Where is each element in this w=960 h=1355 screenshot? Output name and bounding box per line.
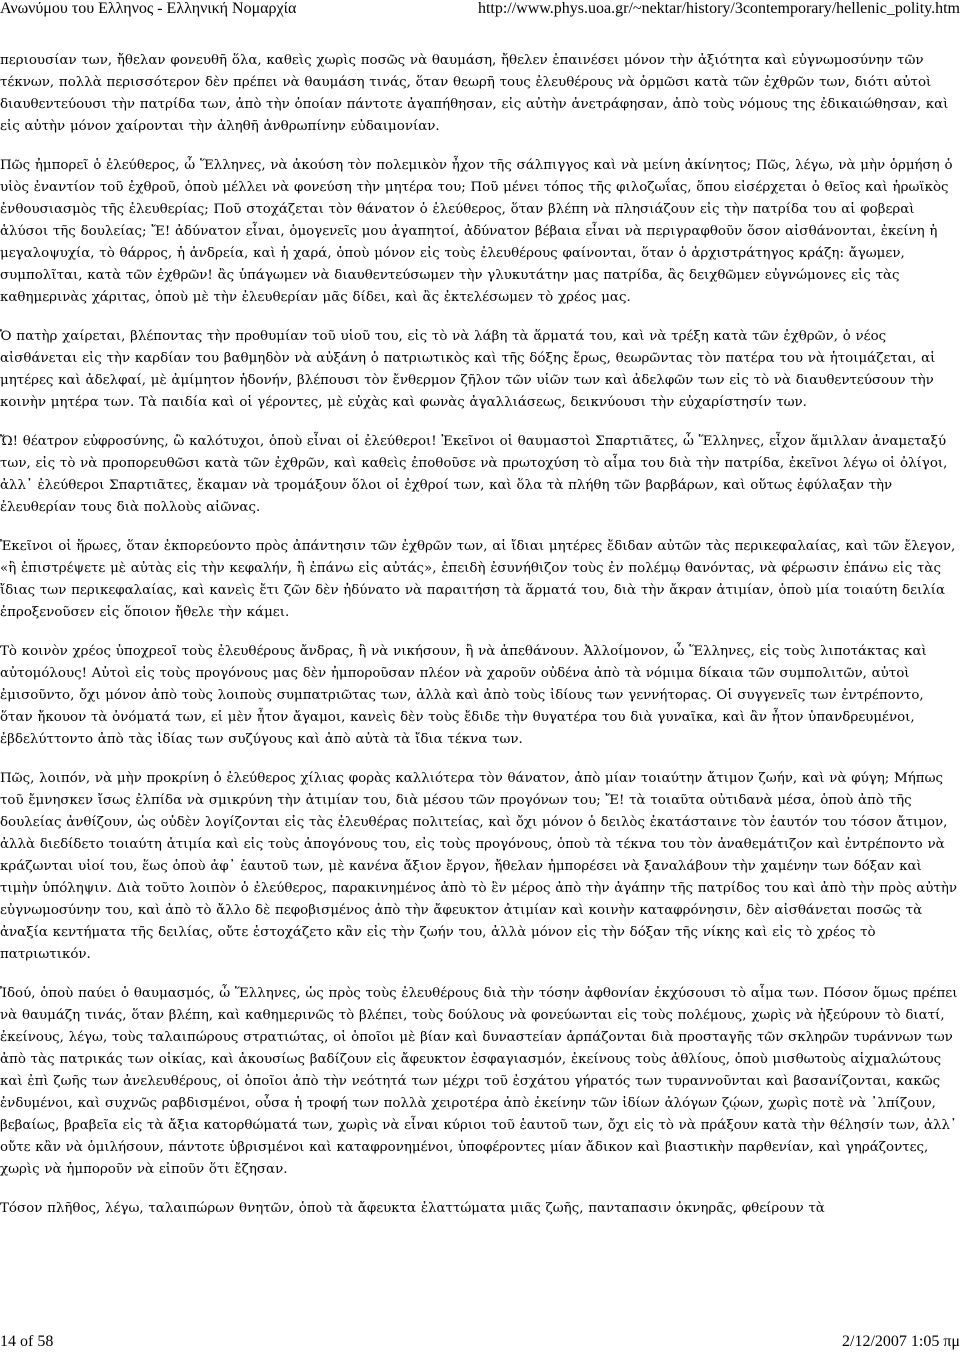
document-url: http://www.phys.uoa.gr/~nektar/history/3contemporary/hellenic_polity.htm xyxy=(477,0,960,17)
print-datetime: 2/12/2007 1:05 πμ xyxy=(842,1333,960,1350)
paragraph: Τόσον πλῆθος, λέγω, ταλαιπώρων θνητῶν, ὁποὺ τὰ ἄφευκτα ἐλαττώματα μιᾶς ζωῆς, πανταπασιν ὀκνηρᾶς, φθείρουν τὰ xyxy=(0,1201,825,1216)
paragraph: Ὁ πατὴρ χαίρεται, βλέποντας τὴν προθυμίαν τοῦ υἱοῦ του, εἰς τὸ νὰ λάβη τὰ ἅρματά του, καὶ νὰ τρέξη κατὰ τῶν ἐχθρῶν, ὁ νέος αἰσθάνεται εἰς τὴν καρδίαν του βαθμηδὸν νὰ αὐξάνη ὁ πατριωτικὸς καὶ τῆς δόξης ἔρως, θεωρῶντας τὸν πατέρα του νὰ ἡτοιμάζεται, αἱ μητέρες καὶ ἀδελφαί, μὲ ἀμίμητον ἡδονήν, βλέπουσι τὸν ἔνθερμον ζῆλον τῶν υἱῶν των καὶ ἀδελφῶν των εἰς τὸ νὰ διαυθεντεύσουν τὴν κοινὴν μητέρα των. Τὰ παιδία καὶ οἱ γέροντες, μὲ εὐχὰς καὶ φωνὰς ἀγαλλιάσεως, δεικνύουσι τὴν εὐχαρίστησίν των. xyxy=(0,329,936,410)
paragraph: περιουσίαν των, ἤθελαν φονευθῆ ὅλα, καθεὶς χωρὶς ποσῶς νὰ θαυμάση, ἤθελεν ἐπαινέσει μόνον τὴν ἀξιότητα καὶ εὐγνωμοσύνην τῶν τέκνων, πολλὰ περισσότερον δὲν πρέπει νὰ θαυμάση τινάς, ὅταν θεωρῆ τους ἐλευθέρους νὰ ὁρμῶσι κατὰ τῶν ἐχθρῶν των, διότι αὐτοὶ διαυθεντεύουσι τὴν πατρίδα των, ἀπὸ τὴν ὁποίαν πάντοτε ἀγαπήθησαν, εἰς αὐτὴν ἀνετράφησαν, ἀπὸ τοὺς νόμους της ἐδικαιώθησαν, καὶ εἰς αὐτὴν μόνον χαίρονται τὴν ἀληθῆ ἀνθρωπίνην εὐδαιμονίαν. xyxy=(0,53,949,134)
print-footer xyxy=(0,1333,960,1355)
document-body xyxy=(0,50,960,1237)
paragraph: Ἰδού, ὁποὺ παύει ὁ θαυμασμός, ὦ Ἕλληνες, ὡς πρὸς τοὺς ἐλευθέρους διὰ τὴν τόσην ἀφθονίαν ἐκχύσουσι τὸ αἷμα των. Πόσον ὅμως πρέπει νὰ θαυμάζη τινάς, ὅταν βλέπη, καὶ καθημερινῶς τὸ βλέπει, τοὺς δούλους νὰ φονεύωνται εἰς τοὺς πολέμους, χωρὶς νὰ ἠξεύρουν τὸ διατί, ἐκείνους, λέγω, τοὺς ταλαιπώρους στρατιώτας, οἱ ὁποῖοι μὲ βίαν καὶ δυναστείαν ἁρπάζονται διὰ προσταγῆς τῶν σκληρῶν τυράννων των ἀπὸ τὰς πατρικάς των οἰκίας, καὶ ἀκουσίως βαδίζουν εἰς ἄφευκτον ἐσφαγιασμόν, ἐκείνους τοὺς ἀθλίους, ὁποὺ μισθωτοὺς αἰχμαλώτους καὶ ἐπὶ ζωῆς των ἀνελευθέρους, οἱ ὁποῖοι ἀπὸ τὴν νεότητά των μέχρι τοῦ ἐσχάτου γήρατός των τυραννοῦνται καὶ βασανίζονται, κακῶς ἐνδυμένοι, καὶ συχνῶς ραβδισμένοι, οὖσα ἡ τροφή των πολλὰ χειροτέρα ἀπὸ ἐκείνην τῶν ἰδίων ἀλόγων ζῴων, χωρὶς ποτὲ νὰ ᾽λπίζουν, βεβαίως, βραβεῖα εἰς τὰ ἄξια κατορθώματά των, χωρὶς νὰ εἶναι κύριοι τοῦ ἑαυτοῦ των, ὄχι εἰς τὸ νὰ πράξουν κατὰ τὴν θέλησίν των, ἀλλ᾽ οὔτε κἂν νὰ ὁμιλήσουν, πάντοτε ὑβρισμένοι καὶ καταφρονημένοι, ὑποφέροντες μίαν ἄδικον καὶ βιαστικὴν παρθενίαν, καὶ γηράζοντες, χωρὶς νὰ ἠμποροῦν νὰ εἰποῦν ὅτι ἔζησαν. xyxy=(0,986,958,1177)
paragraph: Τὸ κοινὸν χρέος ὑποχρεοῖ τοὺς ἐλευθέρους ἄνδρας, ἢ νὰ νικήσουν, ἢ νὰ ἀπεθάνουν. Ἀλλοίμονον, ὦ Ἕλληνες, εἰς τοὺς λιποτάκτας καὶ αὐτομόλους! Αὐτοὶ εἰς τοὺς προγόνους μας δὲν ἠμποροῦσαν πλέον νὰ χαροῦν οὐδένα ἀπὸ τὰ νόμιμα δίκαια τῶν συμπολιτῶν, αὐτοὶ ἐμισοῦντο, ὄχι μόνον ἀπὸ τοὺς λοιποὺς συμπατριῶτας των, ἀλλὰ καὶ ἀπὸ τοὺς ἰδίους των γεννήτορας. Οἱ συγγενεῖς των ἐντρέποντο, ὅταν ἤκουον τὰ ὀνόματά των, εἰ μὲν ἦτον ἄγαμοι, κανεὶς δὲν τοὺς ἔδιδε τὴν θυγατέρα του διὰ γυναῖκα, καὶ ἂν ἦτον ὑπανδρευμένοι, ἐβδελύττοντο ἀπὸ τὰς ἰδίας των συζύγους καὶ ἀπὸ αὐτὰ τὰ ἴδια τέκνα των. xyxy=(0,644,927,747)
page-counter: 14 of 58 xyxy=(0,1333,54,1350)
paragraph: Ὤ! θέατρον εὐφροσύνης, ὢ καλότυχοι, ὁποὺ εἶναι οἱ ἐλεύθεροι! Ἐκεῖνοι οἱ θαυμαστοὶ Σπαρτιᾶτες, ὦ Ἕλληνες, εἶχον ἅμιλλαν ἀναμεταξύ των, εἰς τὸ νὰ προπορευθῶσι κατὰ τῶν ἐχθρῶν, καὶ καθεὶς ἐποθοῦσε νὰ πρωτοχύση τὸ αἷμα του διὰ τὴν πατρίδα, ἐκεῖνοι λέγω οἱ ὀλίγοι, ἀλλ᾽ ἐλεύθεροι Σπαρτιᾶτες, ἔκαμαν νὰ τρομάξουν ὅλοι οἱ ἐχθροί των, καὶ ὅλα τὰ πλήθη τῶν βαρβάρων, καὶ οὕτως ἐφύλαξαν τὴν ἐλευθερίαν τους διὰ πολλοὺς αἰῶνας. xyxy=(0,434,948,515)
print-header xyxy=(0,0,960,22)
document-title: Ανωνύμου του Ελληνος - Ελληνική Νομαρχία xyxy=(0,0,297,17)
paragraph: Ἐκεῖνοι οἱ ἥρωες, ὅταν ἐκπορεύοντο πρὸς ἀπάντησιν τῶν ἐχθρῶν των, αἱ ἴδιαι μητέρες ἔδιδαν αὐτῶν τὰς περικεφαλαίας, καὶ τῶν ἔλεγον, «ἢ ἐπιστρέψετε μὲ αὐτὰς εἰς τὴν κεφαλήν, ἢ ἐπάνω εἰς αὐτάς», ἐπειδὴ ἐσυνήθιζον τοὺς ἐν πολέμῳ θανόντας, νὰ φέρωσιν ἐπάνω εἰς τὰς ἴδιας των περικεφαλαίας, καὶ κανεὶς ἔτι ζῶν δὲν ἠδύνατο νὰ παραιτήση τὰ ἅρματά του, διὰ τὴν ἄκραν ἀτιμίαν, ὁποὺ μία τοιαύτη δειλία ἐπροξενοῦσεν εἰς ὅποιον ἤθελε τὴν κάμει. xyxy=(0,539,956,620)
paragraph: Πῶς, λοιπόν, νὰ μὴν προκρίνη ὁ ἐλεύθερος χίλιας φορὰς καλλιότερα τὸν θάνατον, ἀπὸ μίαν τοιαύτην ἄτιμον ζωήν, καὶ νὰ φύγη; Μήπως τοῦ ἔμνησκεν ἴσως ἐλπίδα νὰ σμικρύνη τὴν ἀτιμίαν του, διὰ μέσου τῶν προγόνων του; Ἔ! τὰ τοιαῦτα οὐτιδανὰ μέσα, ὁποὺ ἀπὸ τῆς δουλείας ἀνθίζουν, ὡς οὐδὲν λογίζονται εἰς τὰς ἐλευθέρας πολιτείας, καὶ ὄχι μόνον ὁ δειλὸς ἐκατάσταινε τὸν ἑαυτόν του τόσον ἄτιμον, ἀλλὰ διεδίδετο τοιαύτη ἀτιμία καὶ εἰς τοὺς ἀπογόνους του, εἰς τοὺς προγόνους, ὁποὺ τὰ τέκνα του τὸν ἀναθεμάτιζον καὶ ἐντρέποντο νὰ κράζωνται υἱοί του, ἕως ὁποὺ ἀφ᾽ ἑαυτοῦ των, μὲ κανένα ἄξιον ἔργον, ἤθελαν ἠμπορέσει νὰ ξαναλάβουν τὴν χαμένην των δόξαν καὶ τιμὴν ὑπόληψιν. Διὰ τοῦτο λοιπὸν ὁ ἐλεύθερος, παρακινημένος ἀπὸ τὸ ἓν μέρος ἀπὸ τὴν ἀγάπην τῆς πατρίδος του καὶ ἀπὸ τὴν πρὸς αὐτὴν εὐγνωμοσύνην του, καὶ ἀπὸ τὸ ἄλλο δὲ πεφοβισμένος ἀπὸ τὴν ἄφευκτον ἀτιμίαν καὶ κοινὴν καταφρόνησιν, δὲν αἰσθάνεται ποσῶς τὰ ἀναξία κεντήματα τῆς δειλίας, οὔτε ἐστοχάζετο κἂν εἰς τὴν ζωήν του, ἀλλὰ μόνον εἰς τὴν δόξαν τῆς νίκης καὶ εἰς τὸ χρέος τὸ πατριωτικόν. xyxy=(0,771,958,962)
paragraph: Πῶς ἠμπορεῖ ὁ ἐλεύθερος, ὦ Ἕλληνες, νὰ ἀκούση τὸν πολεμικὸν ἦχον τῆς σάλπιγγος καὶ νὰ μείνη ἀκίνητος; Πῶς, λέγω, νὰ μὴν ὁρμήση ὁ υἱὸς ἐναντίον τοῦ ἐχθροῦ, ὁποὺ μέλλει νὰ φονεύση τὴν μητέρα του; Ποῦ μένει τόπος τῆς φιλοζωΐας, ὅπου εἰσέρχεται ὁ θεῖος καὶ ἡρωϊκὸς ἐνθουσιασμὸς τῆς ἐλευθερίας; Ποῦ στοχάζεται τὸν θάνατον ὁ ἐλεύθερος, ὅταν βλέπη νὰ πλησιάζουν εἰς τὴν πατρίδα του αἱ φοβεραὶ ἁλύσοι τῆς δουλείας; Ἔ! ἀδύνατον εἶναι, ὁμογενεῖς μου ἀγαπητοί, ἀδύνατον βέβαια εἶναι νὰ περιγραφθοῦν ὅσον αἰσθάνονται, ἐκείνη ἡ μεγαλοψυχία, τὸ θάρρος, ἡ ἀνδρεία, καὶ ἡ χαρά, ὁποὺ μόνον εἰς τοὺς ἐλευθέρους φαίνονται, ὅταν ὁ ἀρχιστράτηγος κράζη: ἄγωμεν, συμπολῖται, κατὰ τῶν ἐχθρῶν! ἂς ὑπάγωμεν νὰ διαυθεντεύσωμεν τὴν γλυκυτάτην μας πατρίδα, ἂς δειχθῶμεν εὐγνώμονες εἰς τὰς καθημερινὰς χάριτας, ὁποὺ μὲ τὴν ἐλευθερίαν μᾶς δίδει, καὶ ἂς ἐκτελέσωμεν τὸ χρέος μας. xyxy=(0,158,953,305)
